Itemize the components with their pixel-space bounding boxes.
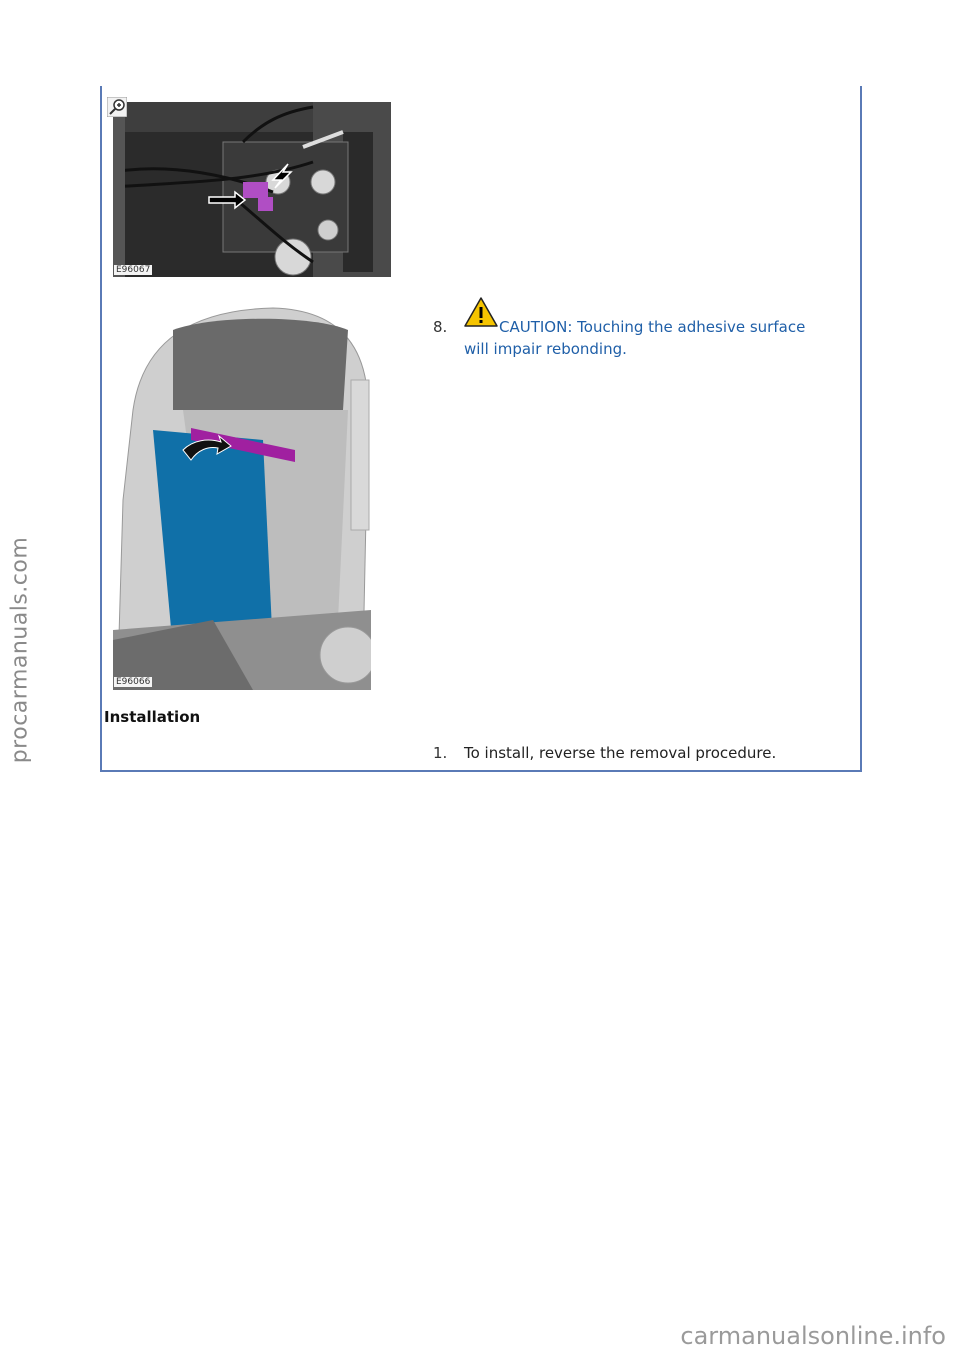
figure-id-label: E96066 [116, 677, 151, 687]
figure-seat-back[interactable] [113, 300, 371, 690]
section-heading-installation: Installation [104, 708, 201, 726]
caution-line-2: will impair rebonding. [464, 340, 627, 358]
step-text: To install, reverse the removal procedure. [464, 744, 777, 762]
figure-wiring-connector[interactable] [113, 102, 391, 277]
step-number: 8. [433, 318, 448, 336]
footer-watermark: carmanualsonline.info [680, 1322, 946, 1350]
side-watermark-text: procarmanuals.com [7, 536, 33, 764]
figure-id-label: E96067 [116, 265, 151, 275]
side-watermark [0, 520, 40, 780]
caution-line-1: CAUTION: Touching the adhesive surface [499, 318, 806, 336]
zoom-icon[interactable] [107, 97, 127, 117]
warning-icon [463, 296, 499, 328]
step-number: 1. [433, 744, 448, 762]
